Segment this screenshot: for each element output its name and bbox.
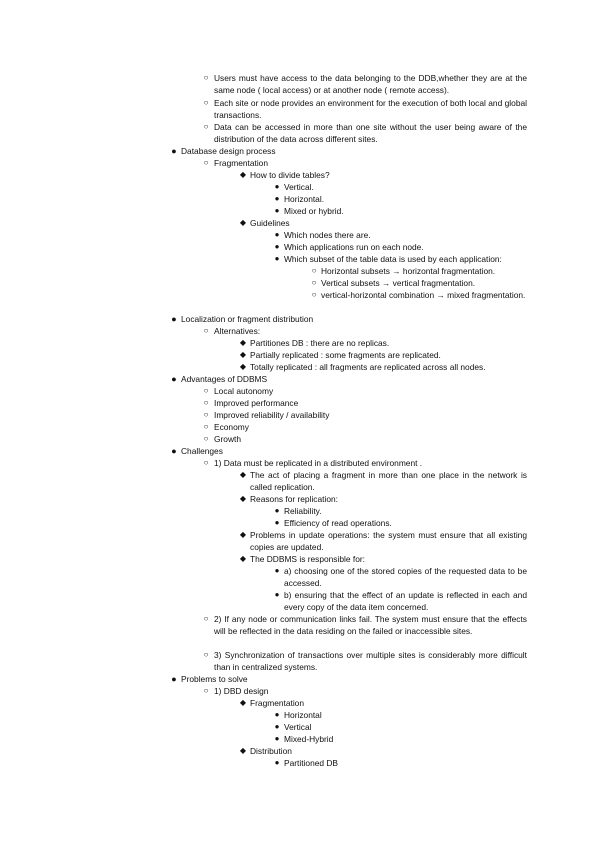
circle-bullet-icon: ○	[203, 398, 209, 407]
diamond-bullet-icon: ◆	[239, 362, 247, 371]
list-item	[203, 385, 527, 397]
list-item	[171, 145, 527, 157]
how-item: Vertical.	[284, 182, 314, 192]
challenge-1-reasons: Reasons for replication:	[250, 494, 338, 504]
problem-distribution: Distribution	[250, 746, 292, 756]
list-item	[203, 409, 527, 421]
design-guidelines: Guidelines	[250, 218, 290, 228]
fragmentation-item: Vertical	[284, 722, 312, 732]
list-item	[274, 505, 527, 517]
list-item	[274, 193, 527, 205]
list-item	[203, 421, 527, 433]
list-item	[311, 265, 527, 277]
disc-bullet-icon: ●	[274, 254, 280, 263]
disc-bullet-icon: ●	[171, 314, 177, 324]
alternative-item: Partitiones DB : there are no replicas.	[250, 338, 390, 348]
section-title-design: Database design process	[181, 146, 276, 156]
circle-bullet-icon: ○	[311, 278, 317, 287]
circle-bullet-icon: ○	[203, 614, 209, 623]
subset-item: vertical-horizontal combination → mixed fragmentation.	[321, 290, 526, 300]
list-item	[274, 721, 527, 733]
diamond-bullet-icon: ◆	[239, 170, 247, 179]
design-fragmentation: Fragmentation	[214, 158, 268, 168]
list-item	[311, 289, 527, 301]
problem-1: 1) DBD design	[214, 686, 269, 696]
how-item: Mixed or hybrid.	[284, 206, 344, 216]
list-item	[274, 709, 527, 721]
list-item	[239, 361, 527, 373]
advantage-item: Growth	[214, 434, 241, 444]
fragmentation-item: Mixed-Hybrid	[284, 734, 334, 744]
list-item	[274, 181, 527, 193]
list-item	[274, 589, 527, 613]
advantage-item: Economy	[214, 422, 249, 432]
alternative-item: Totally replicated : all fragments are replicated across all nodes.	[250, 362, 486, 372]
diamond-bullet-icon: ◆	[239, 746, 247, 755]
circle-bullet-icon: ○	[203, 73, 209, 82]
reason-item: Reliability.	[284, 506, 322, 516]
list-item	[171, 313, 527, 325]
distribution-item: Partitioned DB	[284, 758, 338, 768]
list-item	[203, 613, 527, 637]
circle-bullet-icon: ○	[203, 326, 209, 335]
disc-bullet-icon: ●	[274, 566, 280, 575]
disc-bullet-icon: ●	[274, 590, 280, 599]
challenge-1-problems: Problems in update operations: the system must ensure that all existing copies are updated.	[250, 530, 527, 552]
advantage-item: Improved performance	[214, 398, 299, 408]
advantage-item: Local autonomy	[214, 386, 274, 396]
guideline-item: Which applications run on each node.	[284, 242, 424, 252]
list-item	[274, 241, 527, 253]
list-item	[239, 469, 527, 493]
list-item	[171, 445, 527, 457]
circle-bullet-icon: ○	[203, 458, 209, 467]
list-item	[274, 757, 527, 769]
circle-bullet-icon: ○	[203, 122, 209, 131]
intro-text-1: Users must have access to the data belonging to the DDB,whether they are at the same node ( local access) or at another node ( remote access).	[214, 73, 527, 95]
circle-bullet-icon: ○	[203, 386, 209, 395]
list-item	[203, 649, 527, 673]
list-item	[203, 685, 527, 697]
localization-alternatives: Alternatives:	[214, 326, 261, 336]
circle-bullet-icon: ○	[203, 650, 209, 659]
list-item	[239, 697, 527, 709]
disc-bullet-icon: ●	[171, 146, 177, 156]
diamond-bullet-icon: ◆	[239, 494, 247, 503]
list-item	[311, 277, 527, 289]
list-item	[171, 673, 527, 685]
disc-bullet-icon: ●	[274, 734, 280, 743]
disc-bullet-icon: ●	[171, 446, 177, 456]
fragmentation-item: Horizontal	[284, 710, 322, 720]
list-item	[274, 253, 527, 265]
circle-bullet-icon: ○	[203, 158, 209, 167]
diamond-bullet-icon: ◆	[239, 698, 247, 707]
list-item	[203, 157, 527, 169]
disc-bullet-icon: ●	[274, 758, 280, 767]
circle-bullet-icon: ○	[311, 290, 317, 299]
list-item	[203, 97, 527, 121]
diamond-bullet-icon: ◆	[239, 554, 247, 563]
disc-bullet-icon: ●	[274, 506, 280, 515]
disc-bullet-icon: ●	[274, 182, 280, 191]
disc-bullet-icon: ●	[274, 242, 280, 251]
section-title-challenges: Challenges	[181, 446, 223, 456]
alternative-item: Partially replicated : some fragments are replicated.	[250, 350, 441, 360]
circle-bullet-icon: ○	[311, 266, 317, 275]
diamond-bullet-icon: ◆	[239, 530, 247, 539]
list-item	[274, 565, 527, 589]
diamond-bullet-icon: ◆	[239, 470, 247, 479]
list-item	[274, 229, 527, 241]
list-item	[274, 733, 527, 745]
disc-bullet-icon: ●	[274, 194, 280, 203]
disc-bullet-icon: ●	[274, 518, 280, 527]
list-item	[203, 457, 527, 469]
disc-bullet-icon: ●	[274, 206, 280, 215]
design-how: How to divide tables?	[250, 170, 330, 180]
diamond-bullet-icon: ◆	[239, 218, 247, 227]
list-item	[239, 349, 527, 361]
intro-text-2: Each site or node provides an environment for the execution of both local and global transactions.	[214, 98, 527, 120]
list-item	[274, 205, 527, 217]
list-item	[239, 553, 527, 565]
disc-bullet-icon: ●	[274, 230, 280, 239]
subset-item: Vertical subsets → vertical fragmentation.	[321, 278, 476, 288]
diamond-bullet-icon: ◆	[239, 338, 247, 347]
reason-item: Efficiency of read operations.	[284, 518, 392, 528]
responsibility-item: b) ensuring that the effect of an update is reflected in each and every copy of the data item concerned.	[284, 590, 527, 612]
challenge-2: 2) If any node or communication links fail. The system must ensure that the effects will be reflected in the data residing on the failed or inaccessible sites.	[214, 614, 527, 636]
intro-text-3: Data can be accessed in more than one site without the user being aware of the distribution of the data across different sites.	[214, 122, 527, 144]
section-title-localization: Localization or fragment distribution	[181, 314, 314, 324]
how-item: Horizontal.	[284, 194, 325, 204]
list-item	[203, 325, 527, 337]
guideline-item: Which subset of the table data is used by each application:	[284, 254, 502, 264]
list-item	[239, 493, 527, 505]
section-title-problems: Problems to solve	[181, 674, 248, 684]
list-item	[203, 397, 527, 409]
list-item	[239, 337, 527, 349]
disc-bullet-icon: ●	[171, 674, 177, 684]
disc-bullet-icon: ●	[274, 722, 280, 731]
circle-bullet-icon: ○	[203, 686, 209, 695]
circle-bullet-icon: ○	[203, 98, 209, 107]
diamond-bullet-icon: ◆	[239, 350, 247, 359]
advantage-item: Improved reliability / availability	[214, 410, 330, 420]
challenge-1-responsible: The DDBMS is responsible for:	[250, 554, 365, 564]
circle-bullet-icon: ○	[203, 410, 209, 419]
challenge-3: 3) Synchronization of transactions over multiple sites is considerably more difficult than in centralized systems.	[214, 650, 527, 672]
disc-bullet-icon: ●	[171, 374, 177, 384]
list-item	[239, 217, 527, 229]
guideline-item: Which nodes there are.	[284, 230, 371, 240]
section-title-advantages: Advantages of DDBMS	[181, 374, 268, 384]
list-item	[239, 529, 527, 553]
list-item	[203, 121, 527, 145]
list-item	[274, 517, 527, 529]
responsibility-item: a) choosing one of the stored copies of the requested data to be accessed.	[284, 566, 527, 588]
disc-bullet-icon: ●	[274, 710, 280, 719]
list-item	[203, 72, 527, 96]
circle-bullet-icon: ○	[203, 422, 209, 431]
list-item	[203, 433, 527, 445]
circle-bullet-icon: ○	[203, 434, 209, 443]
problem-fragmentation: Fragmentation	[250, 698, 304, 708]
list-item	[239, 169, 527, 181]
challenge-1-act: The act of placing a fragment in more than one place in the network is called replication.	[250, 470, 527, 492]
challenge-1: 1) Data must be replicated in a distributed environment .	[214, 458, 423, 468]
list-item	[239, 745, 527, 757]
subset-item: Horizontal subsets → horizontal fragmentation.	[321, 266, 496, 276]
list-item	[171, 373, 527, 385]
